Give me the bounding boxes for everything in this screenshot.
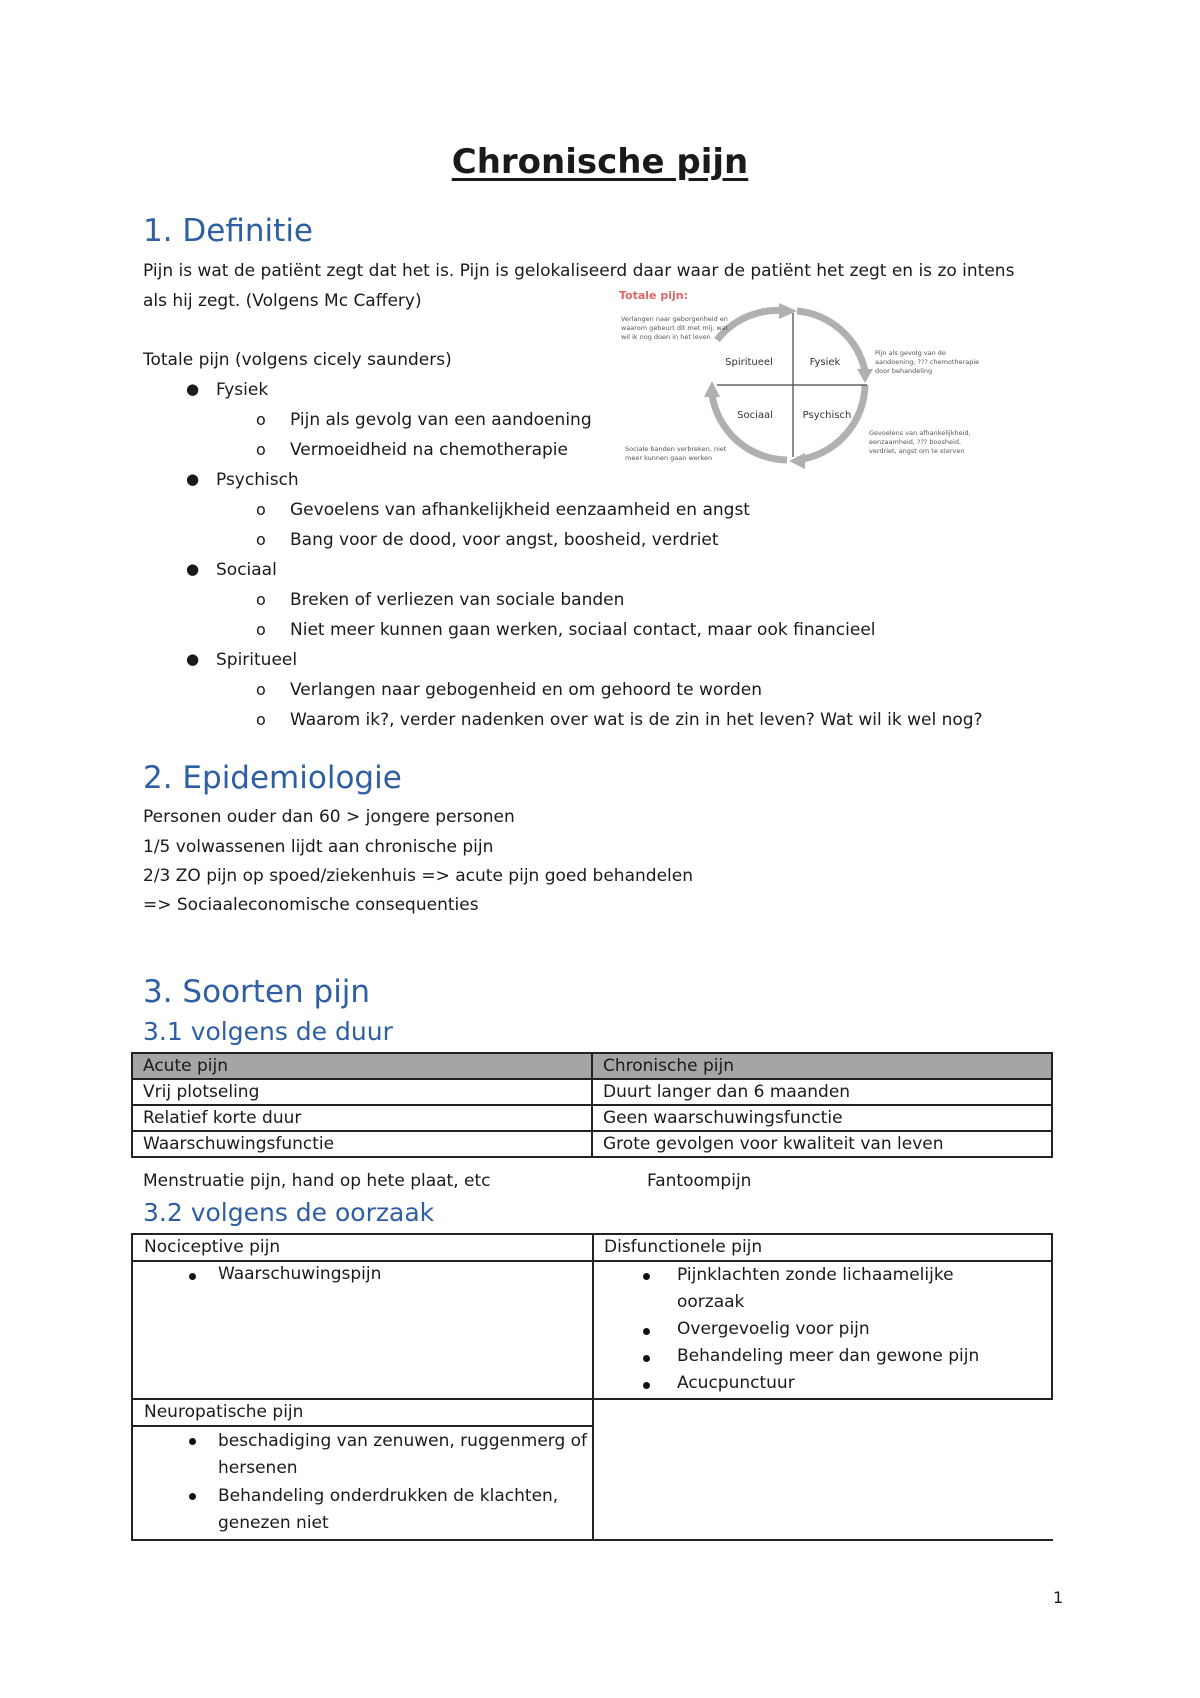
quadrant-psychisch: Psychisch <box>802 410 852 421</box>
note-sociaal: meer kunnen gaan werken <box>625 454 713 462</box>
disfunctional-item: Overgevoelig voor pijn <box>677 1319 870 1339</box>
sub-item: Niet meer kunnen gaan werken, sociaal contact, maar ook financieel <box>290 620 876 640</box>
definition-line-2: als hij zegt. (Volgens Mc Caffery) <box>143 291 422 311</box>
quadrant-fysiek: Fysiek <box>809 357 841 368</box>
table-header-cell: Chronische pijn <box>592 1053 1052 1079</box>
table-cell: Relatief korte duur <box>132 1105 592 1131</box>
list-item-psychisch: Psychisch <box>216 470 299 490</box>
totale-pijn-diagram <box>607 285 1087 480</box>
note-spiritueel: Verlangen naar geborgenheid en <box>621 315 728 323</box>
quadrant-sociaal: Sociaal <box>737 410 773 421</box>
table-header-row <box>132 1053 1052 1079</box>
bullet-icon: ● <box>186 470 200 488</box>
sub-marker: o <box>256 710 266 729</box>
list-item-spiritueel: Spiritueel <box>216 650 298 670</box>
table-row <box>132 1131 1052 1157</box>
arrow-head-icon <box>779 303 797 319</box>
sub-marker: o <box>256 410 266 429</box>
table-cell: Grote gevolgen voor kwaliteit van leven <box>592 1131 1052 1157</box>
sub-item: Bang voor de dood, voor angst, boosheid, verdriet <box>290 530 719 550</box>
bullet-icon <box>189 1493 196 1500</box>
sub-item: Breken of verliezen van sociale banden <box>290 590 625 610</box>
bullet-icon <box>189 1273 196 1280</box>
disfunctional-item: Acucpunctuur <box>677 1373 795 1393</box>
list-item-sociaal: Sociaal <box>216 560 277 580</box>
note-psychisch: verdriet, angst om te sterven <box>869 447 965 455</box>
note-fysiek: aandoening, ??? chemotherapie <box>875 358 980 366</box>
table-cell: Duurt langer dan 6 maanden <box>592 1079 1052 1105</box>
sub-marker: o <box>256 680 266 699</box>
epi-line: Personen ouder dan 60 > jongere personen <box>143 807 515 827</box>
example-acute: Menstruatie pijn, hand op hete plaat, etc <box>143 1171 491 1191</box>
table-header-cell: Acute pijn <box>132 1053 592 1079</box>
epi-line: 1/5 volwassenen lijdt aan chronische pijn <box>143 837 494 857</box>
note-fysiek: door behandeling <box>875 367 933 375</box>
sub-marker: o <box>256 590 266 609</box>
note-spiritueel: waarom gebeurt dit met mij, wat <box>621 324 729 332</box>
neuropathic-item: beschadiging van zenuwen, ruggenmerg of hersenen <box>218 1431 588 1478</box>
bullet-icon <box>643 1328 650 1335</box>
note-psychisch: Gevoelens van afhankelijkheid, <box>869 429 971 437</box>
list-item-fysiek: Fysiek <box>216 380 269 400</box>
subheading-oorzaak: 3.2 volgens de oorzaak <box>143 1198 435 1227</box>
quadrant-spiritueel: Spiritueel <box>725 357 773 368</box>
sub-item: Verlangen naar gebogenheid en om gehoord te worden <box>290 680 762 700</box>
arrow-head-icon <box>789 453 805 469</box>
table-cell: Geen waarschuwingsfunctie <box>592 1105 1052 1131</box>
sub-item: Pijn als gevolg van een aandoening <box>290 410 592 430</box>
bullet-icon <box>643 1382 650 1389</box>
table-row <box>132 1105 1052 1131</box>
nociceptive-item: Waarschuwingspijn <box>218 1264 382 1284</box>
disfunctional-item: Behandeling meer dan gewone pijn <box>677 1346 980 1366</box>
totale-pijn-intro: Totale pijn (volgens cicely saunders) <box>143 350 452 370</box>
example-chronic: Fantoompijn <box>647 1171 752 1191</box>
epi-line: 2/3 ZO pijn op spoed/ziekenhuis => acute pijn goed behandelen <box>143 866 693 886</box>
neuropathic-item: Behandeling onderdrukken de klachten, genezen niet <box>218 1486 559 1533</box>
sub-marker: o <box>256 620 266 639</box>
bullet-icon: ● <box>186 380 200 398</box>
page-number: 1 <box>1053 1588 1064 1607</box>
sub-marker: o <box>256 500 266 519</box>
bullet-icon <box>643 1355 650 1362</box>
sub-marker: o <box>256 530 266 549</box>
note-sociaal: Sociale banden verbreken, niet <box>625 445 727 453</box>
arrow-head-icon <box>857 369 873 383</box>
sub-item: Waarom ik?, verder nadenken over wat is de zin in het leven? Wat wil ik wel nog? <box>290 710 983 730</box>
bullet-icon: ● <box>186 650 200 668</box>
neuropathic-title: Neuropatische pijn <box>144 1402 304 1422</box>
bullet-icon <box>643 1273 650 1280</box>
sub-marker: o <box>256 440 266 459</box>
heading-definitie: 1. Definitie <box>143 213 314 249</box>
arrow-head-icon <box>704 381 720 397</box>
note-fysiek: Pijn als gevolg van de <box>875 349 946 357</box>
table-cell: Vrij plotseling <box>132 1079 592 1105</box>
definition-line-1: Pijn is wat de patiënt zegt dat het is. Pijn is gelokaliseerd daar waar de patiënt het zegt en is zo intens <box>143 261 1015 281</box>
table-row <box>132 1079 1052 1105</box>
disfunctional-title: Disfunctionele pijn <box>604 1237 763 1257</box>
note-psychisch: eenzaamheid, ??? boosheid, <box>869 438 962 446</box>
diagram-title: Totale pijn: <box>619 289 688 302</box>
cycle-arc <box>797 385 865 460</box>
duration-table <box>131 1052 1053 1158</box>
sub-item: Vermoeidheid na chemotherapie <box>290 440 568 460</box>
page-title: Chronische pijn <box>451 142 749 182</box>
sub-item: Gevoelens van afhankelijkheid eenzaamheid en angst <box>290 500 750 520</box>
disfunctional-item: Pijnklachten zonde lichaamelijke oorzaak <box>677 1265 954 1312</box>
heading-soorten-pijn: 3. Soorten pijn <box>143 974 371 1010</box>
epi-line: => Sociaaleconomische consequenties <box>143 895 479 915</box>
table-cell: Waarschuwingsfunctie <box>132 1131 592 1157</box>
nociceptive-title: Nociceptive pijn <box>144 1237 281 1257</box>
bullet-icon <box>189 1438 196 1445</box>
heading-epidemiologie: 2. Epidemiologie <box>143 760 402 796</box>
note-spiritueel: wil ik nog doen in het leven <box>621 333 711 341</box>
bullet-icon: ● <box>186 560 200 578</box>
subheading-duur: 3.1 volgens de duur <box>143 1017 393 1046</box>
